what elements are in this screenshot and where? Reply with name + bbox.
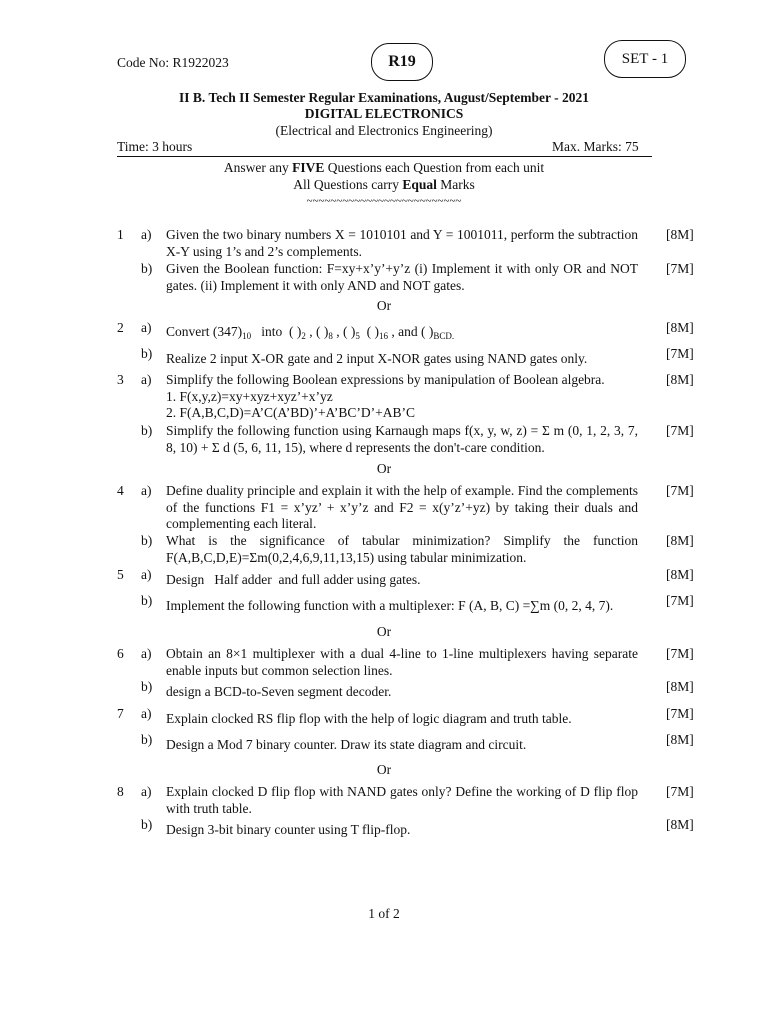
question-text: Given the two binary numbers X = 1010101 and Y = 1001011, perform the subtraction X-Y using 1’s and 2’s complements.: [166, 227, 638, 259]
question-text: What is the significance of tabular minimization? Simplify the function F(A,B,C,D,E)=Σm(0,2,4,6,9,11,13,15) using tabular minimization.: [166, 533, 638, 565]
question-number: 3: [117, 372, 124, 387]
expr-subscript: 10: [242, 331, 252, 341]
question-text: Obtain an 8×1 multiplexer with a dual 4-line to 1-line multiplexers having separate enable inputs but common selection lines.: [166, 646, 638, 678]
time-allowed: Time: 3 hours: [117, 139, 193, 154]
marks: [8M]: [666, 817, 694, 832]
part-label: a): [141, 646, 152, 661]
instruction-text: All Questions carry: [293, 177, 403, 192]
or-separator: Or: [376, 762, 392, 777]
expr-text: , and ( ): [387, 324, 434, 339]
part-label: b): [141, 346, 153, 361]
question-text: Realize 2 input X-OR gate and 2 input X-NOR gates using NAND gates only.: [166, 351, 588, 366]
code-number: Code No: R1922023: [117, 55, 229, 70]
part-label: b): [141, 817, 153, 832]
expr-subscript: 2: [301, 331, 306, 341]
set-badge: SET - 1: [604, 40, 686, 78]
page-number: 1 of 2: [368, 906, 400, 921]
question-number: 5: [117, 567, 124, 582]
expr-subscript: 8: [328, 331, 333, 341]
part-label: a): [141, 483, 152, 498]
instruction-line-2: [0, 177, 768, 194]
question-number: 1: [117, 227, 124, 242]
question-text: [166, 324, 638, 341]
part-label: a): [141, 567, 152, 582]
question-text: Explain clocked RS flip flop with the help of logic diagram and truth table.: [166, 711, 572, 726]
marks: [8M]: [666, 567, 694, 582]
instruction-text: Marks: [436, 177, 475, 192]
or-separator: Or: [376, 298, 392, 313]
question-line: Simplify the following Boolean expressions by manipulation of Boolean algebra.: [166, 372, 605, 387]
marks: [8M]: [666, 533, 694, 548]
expr-subscript: 5: [355, 331, 360, 341]
subject-title: DIGITAL ELECTRONICS: [304, 106, 464, 121]
instruction-line-1: [0, 160, 768, 177]
marks: [8M]: [666, 679, 694, 694]
question-text: Design a Mod 7 binary counter. Draw its state diagram and circuit.: [166, 737, 527, 752]
question-text: Define duality principle and explain it with the help of example. Find the complements of the functions F1 = x’yz’ + x’y’z and F2 = x(y’z’+yz) by taking their duals and complementing each literal.: [166, 483, 638, 531]
marks: [7M]: [666, 346, 694, 361]
instruction-text: Questions each Question from each unit: [324, 160, 545, 175]
marks: [7M]: [666, 706, 694, 721]
question-number: 4: [117, 483, 124, 498]
marks: [7M]: [666, 261, 694, 276]
part-label: a): [141, 706, 152, 721]
instruction-text: Answer any: [223, 160, 293, 175]
part-label: b): [141, 679, 153, 694]
part-label: a): [141, 227, 152, 242]
expr-text: , ( ): [305, 324, 329, 339]
part-label: b): [141, 261, 153, 276]
instruction-emphasis: Equal: [402, 177, 437, 192]
expression-line: 2. F(A,B,C,D)=A’C(A’BD)’+A’BC’D’+AB’C: [166, 405, 415, 420]
marks: [8M]: [666, 320, 694, 335]
question-text: Design Half adder and full adder using gates.: [166, 572, 421, 587]
branch-name: (Electrical and Electronics Engineering): [275, 123, 493, 138]
regulation-badge: R19: [371, 43, 433, 81]
expr-subscript: 16: [378, 331, 388, 341]
expr-text: , ( ): [332, 324, 356, 339]
or-separator: Or: [376, 461, 392, 476]
marks: [7M]: [666, 784, 694, 799]
part-label: b): [141, 593, 153, 608]
expression-line: 1. F(x,y,z)=xy+xyz+xyz’+x’yz: [166, 388, 333, 404]
part-label: b): [141, 533, 153, 548]
part-label: b): [141, 423, 153, 438]
marks: [8M]: [666, 372, 694, 387]
question-text: design a BCD-to-Seven segment decoder.: [166, 684, 392, 699]
question-text: [166, 372, 638, 422]
marks: [7M]: [666, 646, 694, 661]
question-text: Implement the following function with a multiplexer: F (A, B, C) =∑m (0, 2, 4, 7).: [166, 598, 614, 613]
part-label: a): [141, 320, 152, 335]
instruction-emphasis: FIVE: [292, 160, 325, 175]
marks: [7M]: [666, 593, 694, 608]
question-number: 8: [117, 784, 124, 799]
question-text: Given the Boolean function: F=xy+x’y’+y’z (i) Implement it with only OR and NOT gates. (ii) Implement it with only AND and NOT gates.: [166, 261, 638, 293]
part-label: a): [141, 784, 152, 799]
marks: [8M]: [666, 732, 694, 747]
question-text: Design 3-bit binary counter using T flip-flop.: [166, 822, 411, 837]
or-separator: Or: [376, 624, 392, 639]
header-divider: [117, 156, 652, 157]
expr-text: into ( ): [251, 324, 302, 339]
tilde-separator: ~~~~~~~~~~~~~~~~~~~~~~~~~~: [306, 195, 462, 207]
question-number: 6: [117, 646, 124, 661]
marks: [7M]: [666, 483, 694, 498]
expr-text: ( ): [359, 324, 379, 339]
max-marks: Max. Marks: 75: [552, 139, 639, 154]
expr-subscript: BCD.: [433, 331, 455, 341]
part-label: a): [141, 372, 152, 387]
question-text: Simplify the following function using Karnaugh maps f(x, y, w, z) = Σ m (0, 1, 2, 3, 7, 8, 10) + Σ d (5, 6, 11, 15), where d represents the don't-care condition.: [166, 423, 638, 455]
question-text: Explain clocked D flip flop with NAND gates only? Define the working of D flip flop with truth table.: [166, 784, 638, 816]
question-number: 7: [117, 706, 124, 721]
expr-text: Convert (347): [166, 324, 243, 339]
marks: [8M]: [666, 227, 694, 242]
marks: [7M]: [666, 423, 694, 438]
question-number: 2: [117, 320, 124, 335]
exam-title: II B. Tech II Semester Regular Examinations, August/September - 2021: [179, 90, 589, 105]
part-label: b): [141, 732, 153, 747]
